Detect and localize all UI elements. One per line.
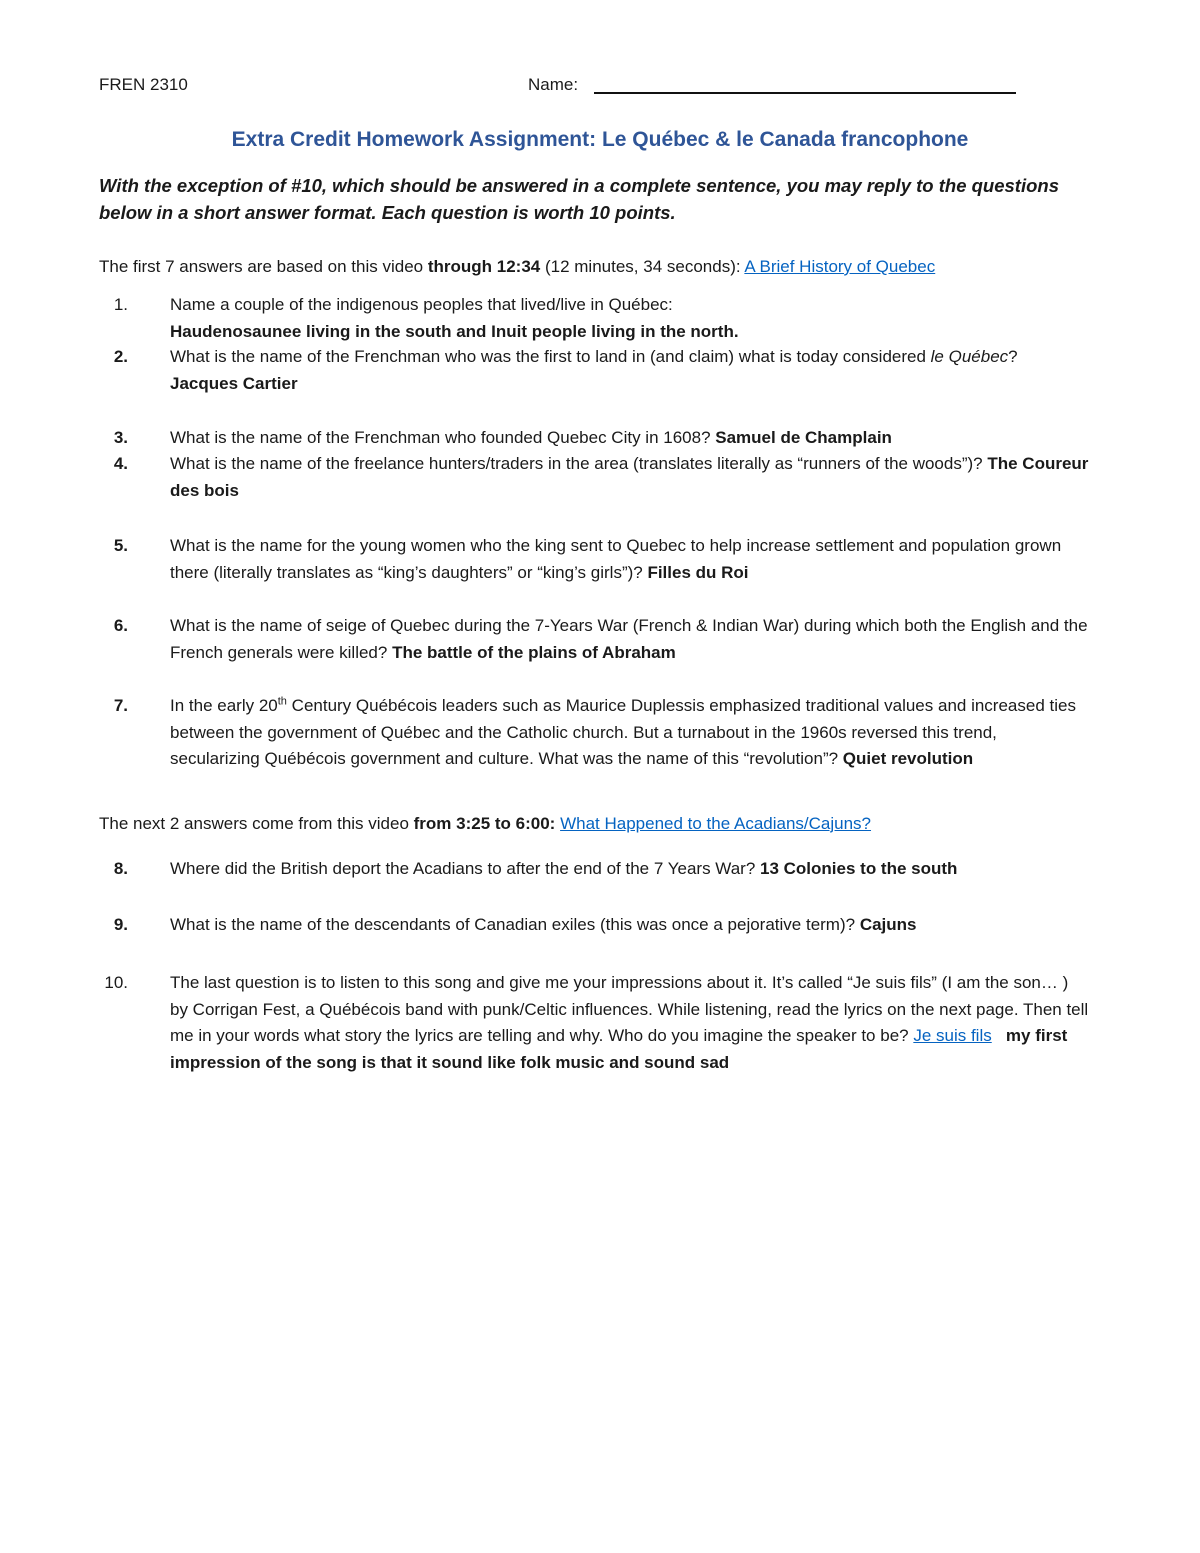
question-8: 8. Where did the British deport the Acadians to after the end of the 7 Years War? 13 Colonies to the south — [130, 856, 1090, 883]
answer-7: Quiet revolution — [842, 749, 974, 768]
question-5: 5. What is the name for the young women who the king sent to Quebec to help increase settlement and population grown there (literally translates as “king’s daughters” or “king’s girls”)? Filles du Roi — [130, 533, 1090, 586]
name-label: Name: — [528, 75, 579, 94]
video-link-brief-history[interactable]: A Brief History of Quebec — [744, 257, 936, 276]
assignment-title: Extra Credit Homework Assignment: Le Québec & le Canada francophone — [231, 128, 969, 151]
answer-3: Samuel de Champlain — [715, 428, 892, 447]
answer-1: Haudenosaunee living in the south and Inuit people living in the north. — [170, 321, 739, 341]
question-7: 7. In the early 20th Century Québécois leaders such as Maurice Duplessis emphasized traditional values and increased ties between the government of Québec and the Catholic church. But a turnabout in the 1960s reversed this trend, secularizing Québécois government and culture. What was the name of this “revolution”? Quiet revolution — [130, 693, 1090, 773]
question-9: 9. What is the name of the descendants of Canadian exiles (this was once a pejorative term)? Cajuns — [130, 912, 1090, 939]
question-number: 4. — [113, 454, 128, 473]
answer-8: 13 Colonies to the south — [760, 859, 958, 878]
question-number: 10. — [104, 973, 128, 992]
question-number: 6. — [113, 616, 128, 635]
instructions: With the exception of #10, which should be answered in a complete sentence, you may reply to the questions below in a short answer format. Each question is worth 10 points. — [99, 175, 1059, 223]
question-number: 2. — [113, 347, 128, 366]
question-number: 9. — [113, 915, 128, 934]
answer-6: The battle of the plains of Abraham — [392, 642, 676, 662]
question-4: 4. What is the name of the freelance hunters/traders in the area (translates literally as “runners of the woods”)? The Coureur des bois — [130, 451, 1090, 504]
question-6: 6. What is the name of seige of Quebec during the 7-Years War (French & Indian War) during which both the English and the French generals were killed? The battle of the plains of Abraham — [130, 613, 1090, 666]
answer-10: my first impression of the song is that it sound like folk music and sound sad — [170, 1026, 1068, 1072]
question-number: 7. — [113, 696, 128, 715]
course-code: FREN 2310 — [99, 75, 188, 94]
answer-5: Filles du Roi — [647, 562, 749, 582]
name-blank-line — [594, 92, 1016, 94]
question-number: 1. — [113, 295, 128, 314]
section-intro-1: The first 7 answers are based on this video through 12:34 (12 minutes, 34 seconds): A Brief History of Quebec — [99, 257, 936, 276]
question-2: 2. What is the name of the Frenchman who was the first to land in (and claim) what is today considered le Québec? Jacques Cartier — [130, 344, 1090, 397]
video-link-acadians[interactable]: What Happened to the Acadians/Cajuns? — [560, 814, 872, 833]
answer-2: Jacques Cartier — [170, 373, 298, 393]
section-intro-2: The next 2 answers come from this video from 3:25 to 6:00: What Happened to the Acadians/Cajuns? — [99, 814, 872, 833]
question-number: 5. — [113, 536, 128, 555]
answer-4: The Coureur des bois — [170, 454, 1089, 500]
question-number: 3. — [113, 428, 128, 447]
song-link-je-suis-fils[interactable]: Je suis fils — [913, 1026, 992, 1045]
question-number: 8. — [113, 859, 128, 878]
answer-9: Cajuns — [859, 915, 917, 934]
question-10: 10. The last question is to listen to this song and give me your impressions about it. It’s called “Je suis fils” (I am the son… ) by Corrigan Fest, a Québécois band with punk/Celtic influences. While listening, read the lyrics on the next page. Then tell me in your words what story the lyrics are telling and why. Who do you imagine the speaker to be? Je suis fils my first impression of the song is that it sound like folk music and sound sad — [130, 970, 1090, 1076]
question-3: 3. What is the name of the Frenchman who founded Quebec City in 1608? Samuel de Champlain — [130, 425, 1090, 452]
question-1: 1. Name a couple of the indigenous peoples that lived/live in Québec: Haudenosaunee living in the south and Inuit people living in the north. — [130, 292, 1090, 345]
